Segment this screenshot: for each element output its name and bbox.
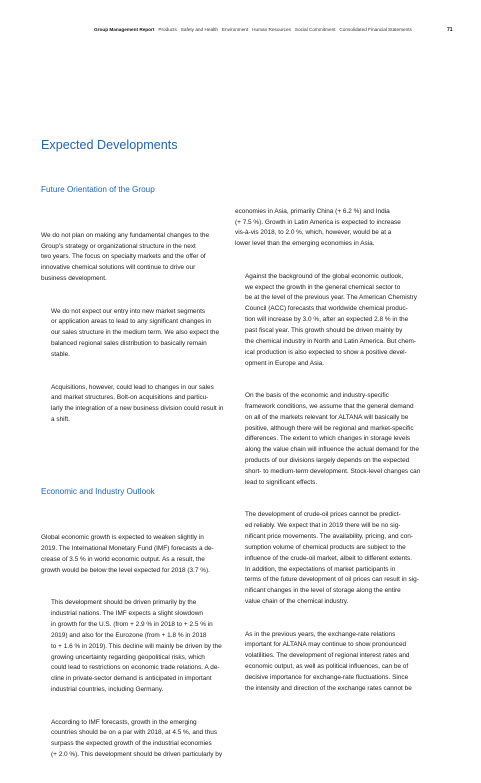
paragraph: On the basis of the economic and industry-specific framework conditions, we assume that the general demand on all of the markets relevant for ALTANA will basically be positive, although there will be regional and market-specific differences. The extent to which changes in storage levels along the value chain will influence the actual demand for the products of our divisions largely depends on the expected short- to medium-term development. Stock-level changes can lead to significant effects. (245, 392, 421, 486)
paragraph: As in the previous years, the exchange-rate relations important for ALTANA may continue to show pronounced volatilities. The development of regional interest rates and economic output, as well as political influences, can be of decisive importance for exchange-rate fluctuations. Since the intensity and direction of the exchange rates cannot be (245, 630, 412, 692)
section-nav (94, 25, 414, 35)
paragraph: Against the background of the global economic outlook, we expect the growth in the general chemical sector to be at the level of the previous year. The American Chemistry Council (ACC) forecasts that worldwide chemical produc- tion will increase by 3.0 %, after an expected 2.8 % in the past fiscal year. This growth should be driven mainly by the chemical industry in North and Latin America. But chem- ical production is also expected to show a positive devel- opment in Europe and Asia. (245, 272, 417, 367)
paragraph: Acquisitions, however, could lead to changes in our sales and market structures. Bolt-on acquisitions and particu- larly the integration of a new business division could result in a shift. (51, 383, 224, 424)
top-navigation (0, 25, 481, 35)
right-column (235, 185, 442, 716)
nav-item-environment[interactable]: Environment (221, 27, 249, 32)
section-body-future-orientation (41, 209, 248, 448)
right-column-body (235, 185, 442, 716)
nav-item-products[interactable]: Products (158, 27, 177, 32)
paragraph: According to IMF forecasts, growth in the emerging countries should be on a par with 2018, at 4.5 %, and thus surpass the expected growth of the industrial economies (+ 2.0 %). This development should be driven particularly by (51, 718, 223, 759)
paragraph: This development should be driven primarily by the industrial nations. The IMF expects a slight slowdown in growth for the U.S. (from + 2.9 % in 2018 to + 2.5 % in 2019) and also for the Eurozone (from + 1.8 % in 2018 to + 1.6 % in 2019). This decline will mainly be driven by the growing uncertainty regarding geopolitical risks, which could lead to restrictions on economic trade relations. A de- cline in private-sector demand is anticipated in important industrial countries, including Germany. (51, 599, 222, 694)
paragraph: The development of crude-oil prices cannot be predict- ed reliably. We expect that in 2019 there will be no sig- nificant price movements. The availability, pricing, and con- sumption volume of chemical products are subject to the influence of the crude-oil market, albeit to different extents. In addition, the expectations of market participants in terms of the future development of oil prices can result in sig- nificant changes in the level of storage along the entire value chain of the chemical industry. (245, 511, 419, 606)
left-column (41, 185, 248, 783)
nav-item-group-management-report[interactable]: Group Management Report (94, 27, 155, 32)
nav-item-safety-and-health[interactable]: Safety and Health (180, 27, 218, 32)
nav-item-social-commitment[interactable]: Social Commitment (294, 27, 336, 32)
paragraph: Global economic growth is expected to weaken slightly in 2019. The International Monetary Fund (IMF) forecasts a de- crease of 3.5 % in world economic output. As a result, the growth would be below the level expected for 2018 (3.7 %). (41, 534, 214, 574)
nav-item-human-resources[interactable]: Human Resources (252, 27, 291, 32)
section-body-economic-outlook (41, 512, 248, 783)
nav-item-consolidated-financial-statements[interactable]: Consolidated Financial Statements (339, 27, 412, 32)
page-number: 71 (447, 27, 453, 33)
paragraph: We do not plan on making any fundamental changes to the Group’s strategy or organizational structure in the next two years. The focus on specialty markets and the offer of innovative chemical solutions will continue to drive our business development. (41, 231, 210, 283)
paragraph: We do not expect our entry into new market segments or application areas to lead to any significant changes in our sales structure in the medium term. We also expect the balanced regional sales distribution to basically remain stable. (51, 307, 220, 358)
section-heading-economic-outlook: Economic and Industry Outlook (41, 486, 155, 496)
paragraph: economies in Asia, primarily China (+ 6.2 %) and India (+ 7.5 %). Growth in Latin America is expected to increase vis-à-vis 2018, to 2.0 %, which, however, would be at a lower level than the emerging economies in Asia. (235, 207, 401, 248)
page-title: Expected Developments (41, 138, 178, 152)
section-heading-future-orientation: Future Orientation of the Group (41, 185, 155, 194)
